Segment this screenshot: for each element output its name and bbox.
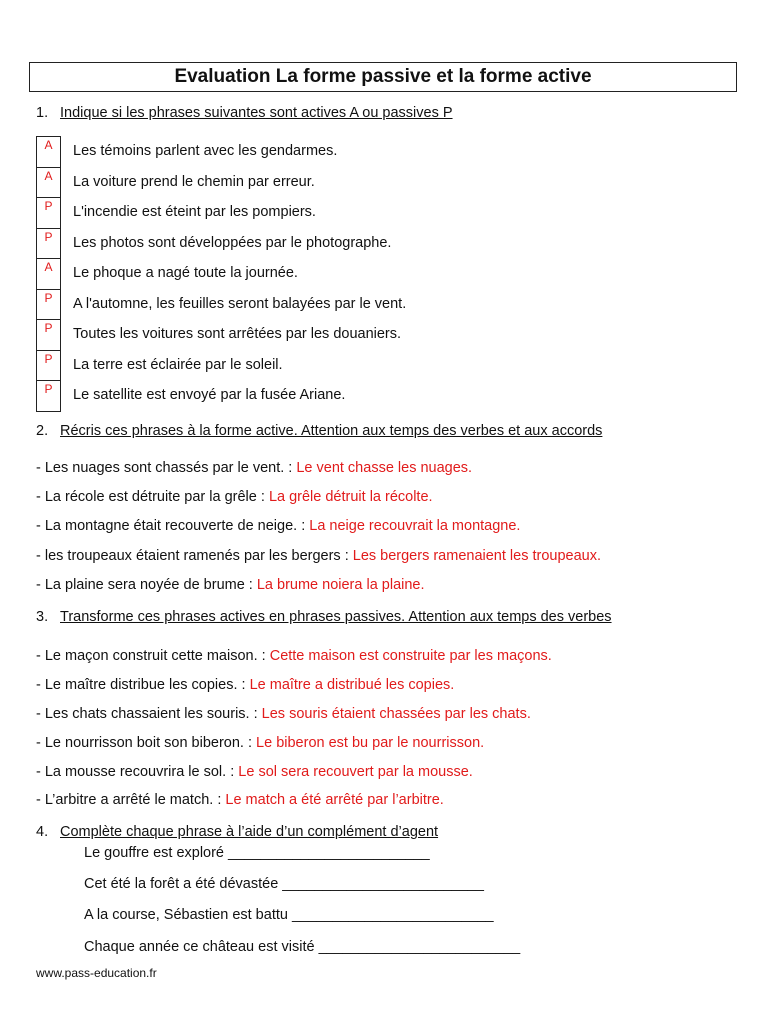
question-4-heading	[36, 824, 438, 840]
exercise-answer: La brume noiera la plaine.	[256, 577, 425, 593]
exercise-line	[36, 764, 473, 780]
sentence: Toutes les voitures sont arrêtées par les douaniers.	[73, 326, 402, 342]
sentence: Le satellite est envoyé par la fusée Ariane.	[73, 387, 346, 403]
question-instruction: Récris ces phrases à la forme active. Attention aux temps des verbes et aux accords	[60, 423, 603, 439]
exercise-line	[36, 577, 425, 593]
exercise-line	[36, 518, 520, 534]
exercise-line	[36, 677, 454, 693]
fill-in-line: A la course, Sébastien est battu _________________________	[84, 907, 494, 923]
exercise-question: - La récole est détruite par la grêle :	[36, 489, 269, 505]
exercise-answer: Cette maison est construite par les maçons.	[269, 648, 552, 664]
answer-box-column	[36, 136, 61, 412]
answer-box: P	[37, 198, 60, 229]
exercise-line	[36, 792, 444, 808]
exercise-question: - les troupeaux étaient ramenés par les bergers :	[36, 548, 353, 564]
exercise-answer: Le vent chasse les nuages.	[296, 460, 473, 476]
answer-box: P	[37, 351, 60, 382]
sentence: A l'automne, les feuilles seront balayées par le vent.	[73, 296, 407, 312]
sentence: L'incendie est éteint par les pompiers.	[73, 204, 316, 220]
fill-in-line: Cet été la forêt a été dévastée _________________________	[84, 876, 484, 892]
question-instruction: Indique si les phrases suivantes sont actives A ou passives P	[60, 105, 453, 121]
exercise-question: - Le nourrisson boit son biberon. :	[36, 735, 257, 751]
sentence: Le phoque a nagé toute la journée.	[73, 265, 298, 281]
page-title: Evaluation La forme passive et la forme active	[29, 62, 737, 92]
exercise-answer: Les souris étaient chassées par les chats.	[261, 706, 531, 722]
exercise-question: - La plaine sera noyée de brume :	[36, 577, 257, 593]
exercise-answer: Le match a été arrêté par l’arbitre.	[225, 792, 444, 808]
exercise-line	[36, 460, 472, 476]
answer-box: P	[37, 229, 60, 260]
exercise-answer: Le biberon est bu par le nourrisson.	[256, 735, 485, 751]
sentence: La voiture prend le chemin par erreur.	[73, 174, 315, 190]
exercise-question: - Les nuages sont chassés par le vent. :	[36, 460, 297, 476]
question-instruction: Transforme ces phrases actives en phrases passives. Attention aux temps des verbes	[60, 609, 612, 625]
exercise-question: - Le maçon construit cette maison. :	[36, 648, 270, 664]
question-3-heading	[36, 609, 612, 625]
exercise-question: - Les chats chassaient les souris. :	[36, 706, 262, 722]
exercise-answer: Le sol sera recouvert par la mousse.	[238, 764, 473, 780]
question-instruction: Complète chaque phrase à l’aide d’un complément d’agent	[60, 824, 439, 840]
exercise-line	[36, 735, 484, 751]
answer-box: A	[37, 137, 60, 168]
sentence: Les témoins parlent avec les gendarmes.	[73, 143, 338, 159]
question-2-heading	[36, 423, 602, 439]
exercise-question: - La mousse recouvrira le sol. :	[36, 764, 239, 780]
exercise-line	[36, 489, 433, 505]
question-1-heading	[36, 105, 453, 121]
exercise-line	[36, 648, 552, 664]
exercise-answer: Le maître a distribué les copies.	[249, 677, 455, 693]
sentence: La terre est éclairée par le soleil.	[73, 357, 283, 373]
exercise-question: - L’arbitre a arrêté le match. :	[36, 792, 226, 808]
exercise-answer: La grêle détruit la récolte.	[268, 489, 433, 505]
question-number: 1.	[36, 105, 49, 121]
answer-box: A	[37, 259, 60, 290]
question-number: 3.	[36, 609, 49, 625]
answer-box: P	[37, 290, 60, 321]
exercise-question: - La montagne était recouverte de neige. :	[36, 518, 310, 534]
question-number: 4.	[36, 824, 49, 840]
footer-url: www.pass-education.fr	[36, 966, 157, 980]
exercise-line	[36, 706, 531, 722]
question-number: 2.	[36, 423, 49, 439]
fill-in-line: Le gouffre est exploré _________________________	[84, 845, 430, 861]
answer-box: P	[37, 320, 60, 351]
answer-box: A	[37, 168, 60, 199]
exercise-question: - Le maître distribue les copies. :	[36, 677, 250, 693]
exercise-line	[36, 548, 601, 564]
exercise-answer: La neige recouvrait la montagne.	[309, 518, 521, 534]
sentence: Les photos sont développées par le photographe.	[73, 235, 392, 251]
fill-in-line: Chaque année ce château est visité _________________________	[84, 939, 521, 955]
answer-box: P	[37, 381, 60, 412]
exercise-answer: Les bergers ramenaient les troupeaux.	[352, 548, 602, 564]
